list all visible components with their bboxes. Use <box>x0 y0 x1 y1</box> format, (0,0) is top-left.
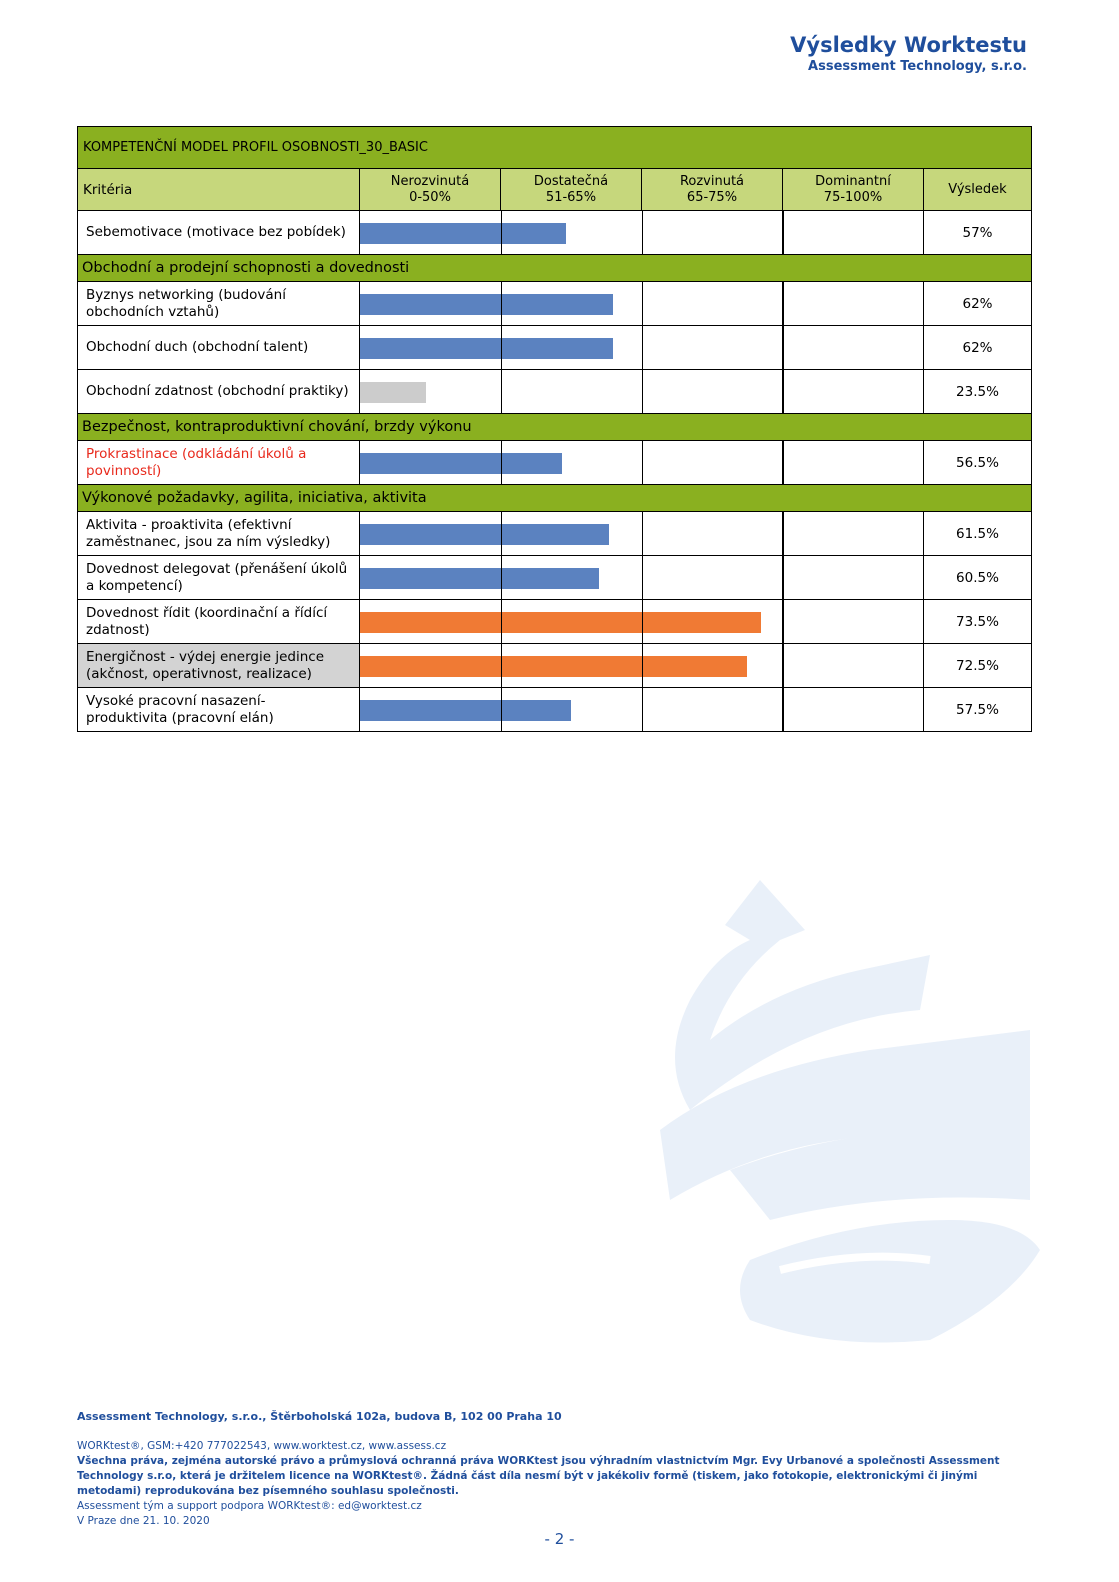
table-row <box>78 441 1032 485</box>
result-header: Výsledek <box>924 169 1032 211</box>
result-value: 62% <box>924 282 1032 326</box>
table-row <box>78 370 1032 414</box>
criteria-header: Kritéria <box>78 169 360 211</box>
band-divider <box>501 211 503 254</box>
page-footer <box>77 1410 1037 1529</box>
bar-cell <box>360 282 924 326</box>
result-value: 60.5% <box>924 556 1032 600</box>
band-divider <box>501 326 503 369</box>
band-header-rozvinuta <box>642 169 783 211</box>
result-value: 56.5% <box>924 441 1032 485</box>
date-line: V Praze dne 21. 10. 2020 <box>77 1515 210 1527</box>
result-value: 72.5% <box>924 644 1032 688</box>
band-range: 0-50% <box>409 189 451 205</box>
criterion-label: Energičnost - výdej energie jedince (akčnost, operativnost, realizace) <box>78 644 360 688</box>
band-name: Rozvinutá <box>679 173 745 189</box>
criterion-label: Byznys networking (budování obchodních vztahů) <box>78 282 360 326</box>
band-range: 65-75% <box>686 189 738 205</box>
result-bar <box>360 656 747 677</box>
contact-line: WORKtest®, GSM:+420 777022543, www.worktest.cz, www.assess.cz <box>77 1440 447 1452</box>
criterion-label: Obchodní duch (obchodní talent) <box>78 326 360 370</box>
band-divider <box>642 688 644 731</box>
table-header-row <box>78 169 1032 211</box>
band-header-dominantni <box>783 169 924 211</box>
band-divider <box>642 644 644 687</box>
competency-table <box>77 126 1032 732</box>
group-row <box>78 255 1032 282</box>
band-divider <box>501 370 503 413</box>
bar-cell <box>360 370 924 414</box>
bar-cell <box>360 211 924 255</box>
table-row <box>78 600 1032 644</box>
criterion-label: Aktivita - proaktivita (efektivní zaměstnanec, jsou za ním výsledky) <box>78 512 360 556</box>
group-row <box>78 485 1032 512</box>
result-value: 57.5% <box>924 688 1032 732</box>
table-row <box>78 644 1032 688</box>
table-row <box>78 211 1032 255</box>
band-divider <box>501 600 503 643</box>
band-divider <box>782 282 784 325</box>
result-bar <box>360 338 613 359</box>
table-row <box>78 282 1032 326</box>
criterion-label: Vysoké pracovní nasazení- produktivita (pracovní elán) <box>78 688 360 732</box>
criterion-label: Prokrastinace (odkládání úkolů a povinností) <box>78 441 360 485</box>
report-title: Výsledky Worktestu <box>790 33 1027 57</box>
bar-cell <box>360 512 924 556</box>
criterion-label: Dovednost delegovat (přenášení úkolů a kompetencí) <box>78 556 360 600</box>
band-name: Dostatečná <box>533 173 609 189</box>
group-label: Výkonové požadavky, agilita, iniciativa, aktivita <box>78 485 1032 512</box>
band-divider <box>642 282 644 325</box>
band-header-dostatecna <box>501 169 642 211</box>
group-label: Bezpečnost, kontraproduktivní chování, brzdy výkonu <box>78 414 1032 441</box>
result-bar <box>360 524 609 545</box>
result-bar <box>360 382 426 403</box>
bar-cell <box>360 326 924 370</box>
band-divider <box>782 600 784 643</box>
band-divider <box>501 512 503 555</box>
criterion-label: Dovednost řídit (koordinační a řídící zdatnost) <box>78 600 360 644</box>
band-divider <box>782 556 784 599</box>
result-value: 62% <box>924 326 1032 370</box>
band-divider <box>782 512 784 555</box>
group-label: Obchodní a prodejní schopnosti a dovednosti <box>78 255 1032 282</box>
band-divider <box>782 441 784 484</box>
rights-notice: Všechna práva, zejména autorské právo a průmyslová ochranná práva WORKtest jsou výhradním vlastnictvím Mgr. Evy Urbanové a společnosti Assessment Technology s.r.o, která je držitelem licence na WORKtest®. Žádná část díla nesmí být v jakékoliv formě (tiskem, jako fotokopie, elektronickými či jinými metodami) reprodukována bez písemného souhlasu společnosti. <box>77 1455 1000 1497</box>
band-divider <box>501 644 503 687</box>
table-row <box>78 688 1032 732</box>
band-range: 75-100% <box>823 189 883 205</box>
band-header-nerozvinuta <box>360 169 501 211</box>
bar-cell <box>360 644 924 688</box>
band-divider <box>782 644 784 687</box>
band-divider <box>642 441 644 484</box>
band-divider <box>642 600 644 643</box>
company-subtitle: Assessment Technology, s.r.o. <box>808 59 1027 74</box>
report-header <box>790 32 1027 76</box>
table-row <box>78 512 1032 556</box>
band-range: 51-65% <box>545 189 597 205</box>
criterion-label: Sebemotivace (motivace bez pobídek) <box>78 211 360 255</box>
bar-cell <box>360 556 924 600</box>
bar-cell <box>360 688 924 732</box>
band-divider <box>782 370 784 413</box>
result-value: 61.5% <box>924 512 1032 556</box>
result-bar <box>360 612 761 633</box>
group-row <box>78 414 1032 441</box>
band-divider <box>501 282 503 325</box>
band-divider <box>501 556 503 599</box>
company-address: Assessment Technology, s.r.o., Štěrboholská 102a, budova B, 102 00 Praha 10 <box>77 1410 562 1423</box>
band-name: Dominantní <box>815 173 891 189</box>
band-name: Nerozvinutá <box>390 173 470 189</box>
table-row <box>78 556 1032 600</box>
model-title: KOMPETENČNÍ MODEL PROFIL OSOBNOSTI_30_BASIC <box>78 127 1032 169</box>
band-divider <box>501 688 503 731</box>
result-bar <box>360 223 566 244</box>
band-divider <box>782 326 784 369</box>
result-value: 73.5% <box>924 600 1032 644</box>
page-number: - 2 - <box>544 1530 575 1548</box>
result-bar <box>360 453 562 474</box>
result-bar <box>360 294 613 315</box>
support-line: Assessment tým a support podpora WORKtest®: ed@worktest.cz <box>77 1500 422 1512</box>
band-divider <box>782 211 784 254</box>
worktest-watermark-logo <box>630 870 1050 1370</box>
band-divider <box>642 556 644 599</box>
table-row <box>78 326 1032 370</box>
result-value: 23.5% <box>924 370 1032 414</box>
result-bar <box>360 700 571 721</box>
band-divider <box>642 512 644 555</box>
model-title-row <box>78 127 1032 169</box>
band-divider <box>642 370 644 413</box>
band-divider <box>642 211 644 254</box>
band-divider <box>501 441 503 484</box>
bar-cell <box>360 600 924 644</box>
criterion-label: Obchodní zdatnost (obchodní praktiky) <box>78 370 360 414</box>
result-bar <box>360 568 599 589</box>
band-divider <box>642 326 644 369</box>
result-value: 57% <box>924 211 1032 255</box>
band-divider <box>782 688 784 731</box>
bar-cell <box>360 441 924 485</box>
